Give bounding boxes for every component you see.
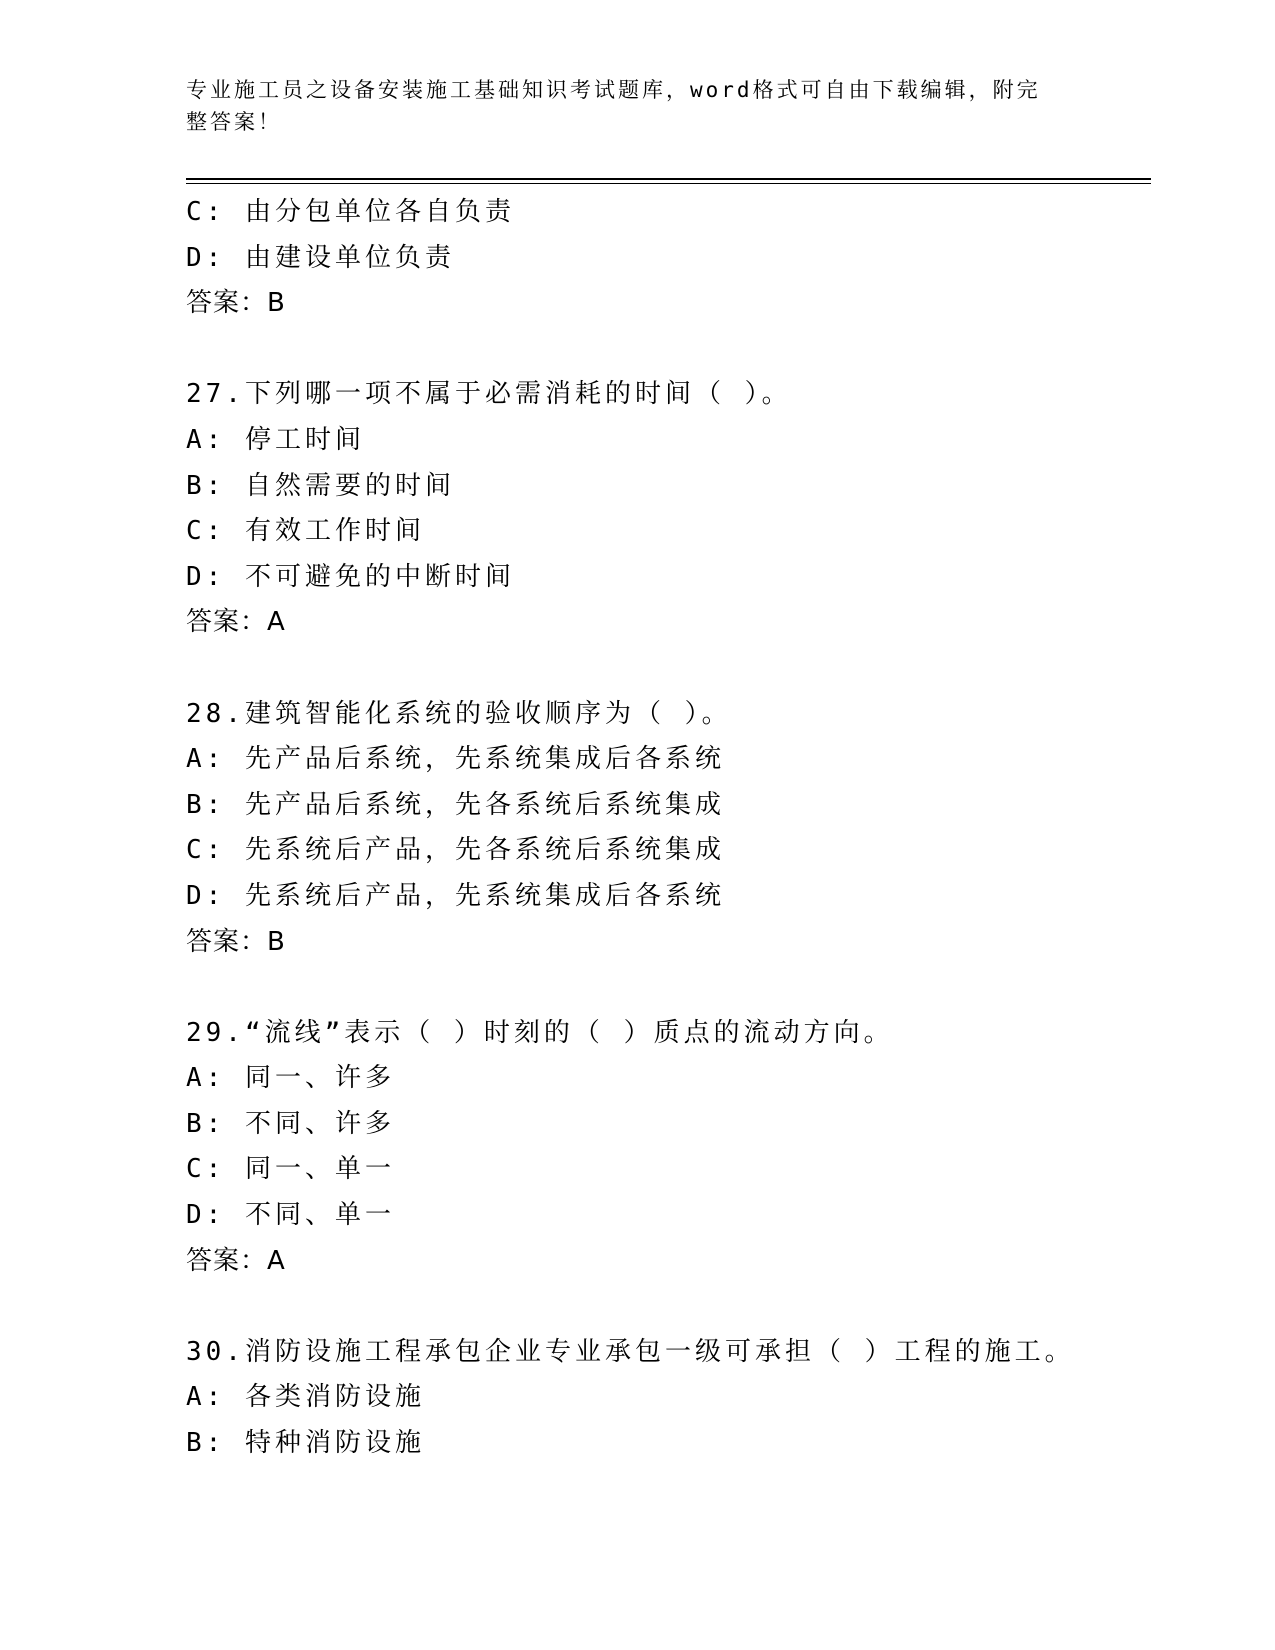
spacer [186,1284,1146,1330]
question-28 [186,692,1146,966]
question-stem: 30.消防设施工程承包企业专业承包一级可承担（ ）工程的施工。 [186,1336,1075,1367]
answer-line: 答案：B [186,288,286,319]
option-b: B: 先产品后系统，先各系统后系统集成 [186,789,725,820]
option-a: A: 停工时间 [186,424,365,455]
option-d: D: 不可避免的中断时间 [186,561,515,592]
option-a: A: 先产品后系统，先系统集成后各系统 [186,744,725,775]
question-29 [186,1011,1146,1285]
question-30 [186,1330,1146,1467]
option-a: A: 各类消防设施 [186,1382,425,1413]
answer-line: 答案：B [186,926,286,957]
spacer [186,965,1146,1011]
option-b: B: 不同、许多 [186,1108,395,1139]
question-stem: 29.“流线”表示（ ）时刻的（ ）质点的流动方向。 [186,1017,894,1048]
option-b: B: 自然需要的时间 [186,470,455,501]
question-list [186,190,1146,1467]
option-b: B: 特种消防设施 [186,1428,425,1459]
option-c: C: 先系统后产品，先各系统后系统集成 [186,835,725,866]
option-d: D: 先系统后产品，先系统集成后各系统 [186,880,725,911]
option-c: C: 由分包单位各自负责 [186,197,515,227]
option-c: C: 同一、单一 [186,1154,395,1185]
answer-line: 答案：A [186,1245,286,1276]
header-divider-thin [186,183,1151,184]
question-27 [186,372,1146,646]
option-d: D: 由建设单位负责 [186,242,455,273]
question-26-tail [186,190,1146,327]
header-line-1: 专业施工员之设备安装施工基础知识考试题库，word格式可自由下载编辑，附完 [186,78,1041,102]
option-d: D: 不同、单一 [186,1200,395,1231]
question-stem: 28.建筑智能化系统的验收顺序为（ ）。 [186,698,732,729]
option-c: C: 有效工作时间 [186,516,425,547]
header-divider-thick [186,178,1151,180]
header-line-2: 整答案！ [186,110,282,134]
document-header [186,74,1066,138]
option-a: A: 同一、许多 [186,1063,395,1094]
spacer [186,327,1146,373]
spacer [186,646,1146,692]
answer-line: 答案：A [186,607,286,638]
question-stem: 27.下列哪一项不属于必需消耗的时间（ ）。 [186,379,792,410]
